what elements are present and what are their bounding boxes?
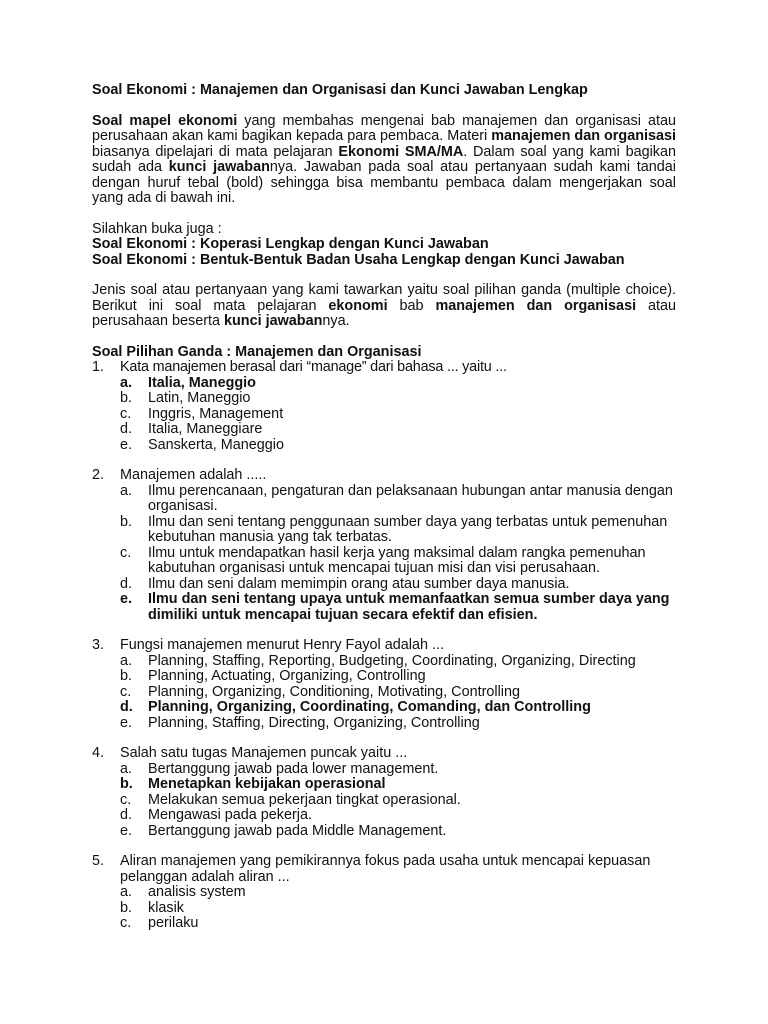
intro-bold-4: kunci jawaban (168, 159, 270, 175)
types-text-3: atau perusahaan beserta (92, 297, 677, 329)
option-letter: a. (120, 374, 133, 391)
document-title: Soal Ekonomi : Manajemen dan Organisasi dan Kunci Jawaban Lengkap (92, 82, 588, 98)
option-text: Planning, Organizing, Conditioning, Motivating, Controlling (148, 683, 520, 700)
option-letter: b. (120, 390, 133, 406)
question-5 (92, 854, 676, 932)
section-title: Soal Pilihan Ganda : Manajemen dan Organisasi (92, 343, 422, 360)
question-number: 5. (92, 853, 105, 869)
option-a (92, 885, 676, 901)
see-also-link-badan-usaha[interactable]: Soal Ekonomi : Bentuk-Bentuk Badan Usaha Lengkap dengan Kunci Jawaban (92, 251, 625, 268)
option-text: analisis system (148, 884, 246, 900)
option-letter: d. (120, 807, 133, 823)
option-letter: e. (120, 591, 133, 607)
option-letter: e. (120, 714, 133, 731)
option-d (92, 422, 676, 438)
question-type-paragraph (92, 283, 676, 330)
option-letter: d. (120, 699, 133, 715)
question-1 (92, 360, 676, 453)
option-d (92, 808, 676, 824)
question-4 (92, 746, 676, 839)
option-text: Ilmu untuk mendapatkan hasil kerja yang maksimal dalam rangka pemenuhan kabutuhan organisasi untuk mencapai tujuan misi dan visi perusahaan. (148, 544, 646, 576)
option-e-answer (92, 592, 676, 623)
see-also-block (92, 222, 676, 269)
types-bold-3: kunci jawaban (224, 313, 323, 329)
option-c (92, 407, 676, 423)
option-text: Mengawasi pada pekerja. (148, 807, 312, 823)
option-letter: b. (120, 668, 133, 684)
option-b (92, 901, 676, 917)
see-also-link-koperasi[interactable]: Soal Ekonomi : Koperasi Lengkap dengan Kunci Jawaban (92, 236, 489, 252)
option-text: Bertanggung jawab pada Middle Management. (148, 822, 447, 839)
option-c (92, 546, 676, 577)
question-text: Aliran manajemen yang pemikirannya fokus pada usaha untuk mencapai kepuasan pelanggan adalah aliran ... (120, 853, 651, 885)
option-text: Planning, Staffing, Reporting, Budgeting, Coordinating, Organizing, Directing (148, 652, 636, 669)
option-text: Sanskerta, Maneggio (148, 436, 284, 453)
intro-text-1: yang membahas mengenai bab manajemen dan organisasi atau perusahaan akan kami bagikan kepada para pembaca. Materi (92, 112, 676, 144)
option-text: Latin, Maneggio (148, 390, 251, 406)
option-text: Menetapkan kebijakan operasional (148, 776, 386, 792)
question-number: 1. (92, 359, 105, 375)
option-a-answer (92, 376, 676, 392)
option-letter: a. (120, 482, 133, 499)
option-text: perilaku (148, 915, 199, 931)
intro-text-3: . Dalam soal yang kami bagikan sudah ada (92, 143, 677, 175)
option-text: Bertanggung jawab pada lower management. (148, 760, 439, 777)
option-a (92, 654, 676, 670)
intro-bold-3: Ekonomi SMA/MA (338, 143, 464, 160)
option-b-answer (92, 777, 676, 793)
option-letter: c. (120, 683, 132, 700)
option-text: Italia, Maneggio (148, 374, 256, 391)
option-letter: d. (120, 575, 133, 592)
question-number: 3. (92, 637, 105, 653)
option-letter: a. (120, 760, 133, 777)
option-text: Ilmu dan seni tentang penggunaan sumber daya yang terbatas untuk pemenuhan kebutuhan manusia yang tak terbatas. (148, 513, 668, 545)
option-text: Melakukan semua pekerjaan tingkat operasional. (148, 791, 461, 808)
option-letter: a. (120, 652, 133, 669)
option-text: Inggris, Management (148, 405, 284, 422)
option-letter: a. (120, 884, 133, 900)
option-letter: c. (120, 791, 132, 808)
option-text: Ilmu dan seni tentang upaya untuk memanfaatkan semua sumber daya yang dimiliki untuk mencapai tujuan secara efektif dan efisien. (148, 591, 670, 623)
types-bold-1: ekonomi (328, 297, 388, 314)
option-text: Italia, Maneggiare (148, 421, 263, 437)
option-letter: e. (120, 436, 133, 453)
intro-text-4: nya. Jawaban pada soal atau pertanyaan sudah kami tandai dengan huruf tebal (bold) sehingga bisa membantu pembaca dalam mengerjakan soal yang ada di bawah ini. (92, 159, 677, 206)
option-text: Ilmu dan seni dalam memimpin orang atau sumber daya manusia. (148, 575, 570, 592)
option-letter: b. (120, 899, 133, 916)
option-letter: c. (120, 544, 132, 561)
types-text-2: bab (387, 297, 436, 314)
types-text-1: Jenis soal atau pertanyaan yang kami tawarkan yaitu soal pilihan ganda (multiple choice). Berikut ini soal mata pelajaran (92, 282, 676, 314)
option-d (92, 577, 676, 593)
option-text: Ilmu perencanaan, pengaturan dan pelaksanaan hubungan antar manusia dengan organisasi. (148, 482, 673, 514)
option-e (92, 824, 676, 840)
option-letter: b. (120, 513, 133, 530)
option-c (92, 793, 676, 809)
option-c (92, 685, 676, 701)
option-e (92, 438, 676, 454)
option-letter: c. (120, 915, 132, 931)
option-b (92, 669, 676, 685)
option-letter: d. (120, 421, 133, 437)
see-also-label: Silahkan buka juga : (92, 220, 222, 237)
option-d-answer (92, 700, 676, 716)
option-c (92, 916, 676, 932)
question-3 (92, 638, 676, 731)
intro-paragraph (92, 114, 676, 207)
question-text: Kata manajemen berasal dari “manage” dari bahasa ... yaitu ... (120, 359, 507, 375)
types-text-4: nya. (322, 313, 350, 329)
option-b (92, 515, 676, 546)
option-e (92, 716, 676, 732)
question-number: 4. (92, 745, 105, 761)
option-letter: e. (120, 822, 133, 839)
option-a (92, 484, 676, 515)
types-bold-2: manajemen dan organisasi (435, 297, 637, 314)
option-text: Planning, Organizing, Coordinating, Comanding, dan Controlling (148, 699, 591, 715)
question-text: Fungsi manajemen menurut Henry Fayol adalah ... (120, 637, 444, 653)
option-a (92, 762, 676, 778)
option-text: klasik (148, 899, 184, 916)
intro-text-2: biasanya dipelajari di mata pelajaran (92, 143, 339, 160)
option-letter: b. (120, 776, 133, 792)
intro-bold-2: manajemen dan organisasi (491, 128, 676, 144)
question-text: Salah satu tugas Manajemen puncak yaitu ... (120, 745, 408, 761)
intro-bold-1: Soal mapel ekonomi (92, 112, 238, 129)
option-b (92, 391, 676, 407)
question-text: Manajemen adalah ..... (120, 467, 267, 483)
question-2 (92, 468, 676, 623)
question-number: 2. (92, 467, 105, 483)
option-text: Planning, Staffing, Directing, Organizing, Controlling (148, 714, 480, 731)
option-letter: c. (120, 405, 132, 422)
option-text: Planning, Actuating, Organizing, Controlling (148, 668, 426, 684)
